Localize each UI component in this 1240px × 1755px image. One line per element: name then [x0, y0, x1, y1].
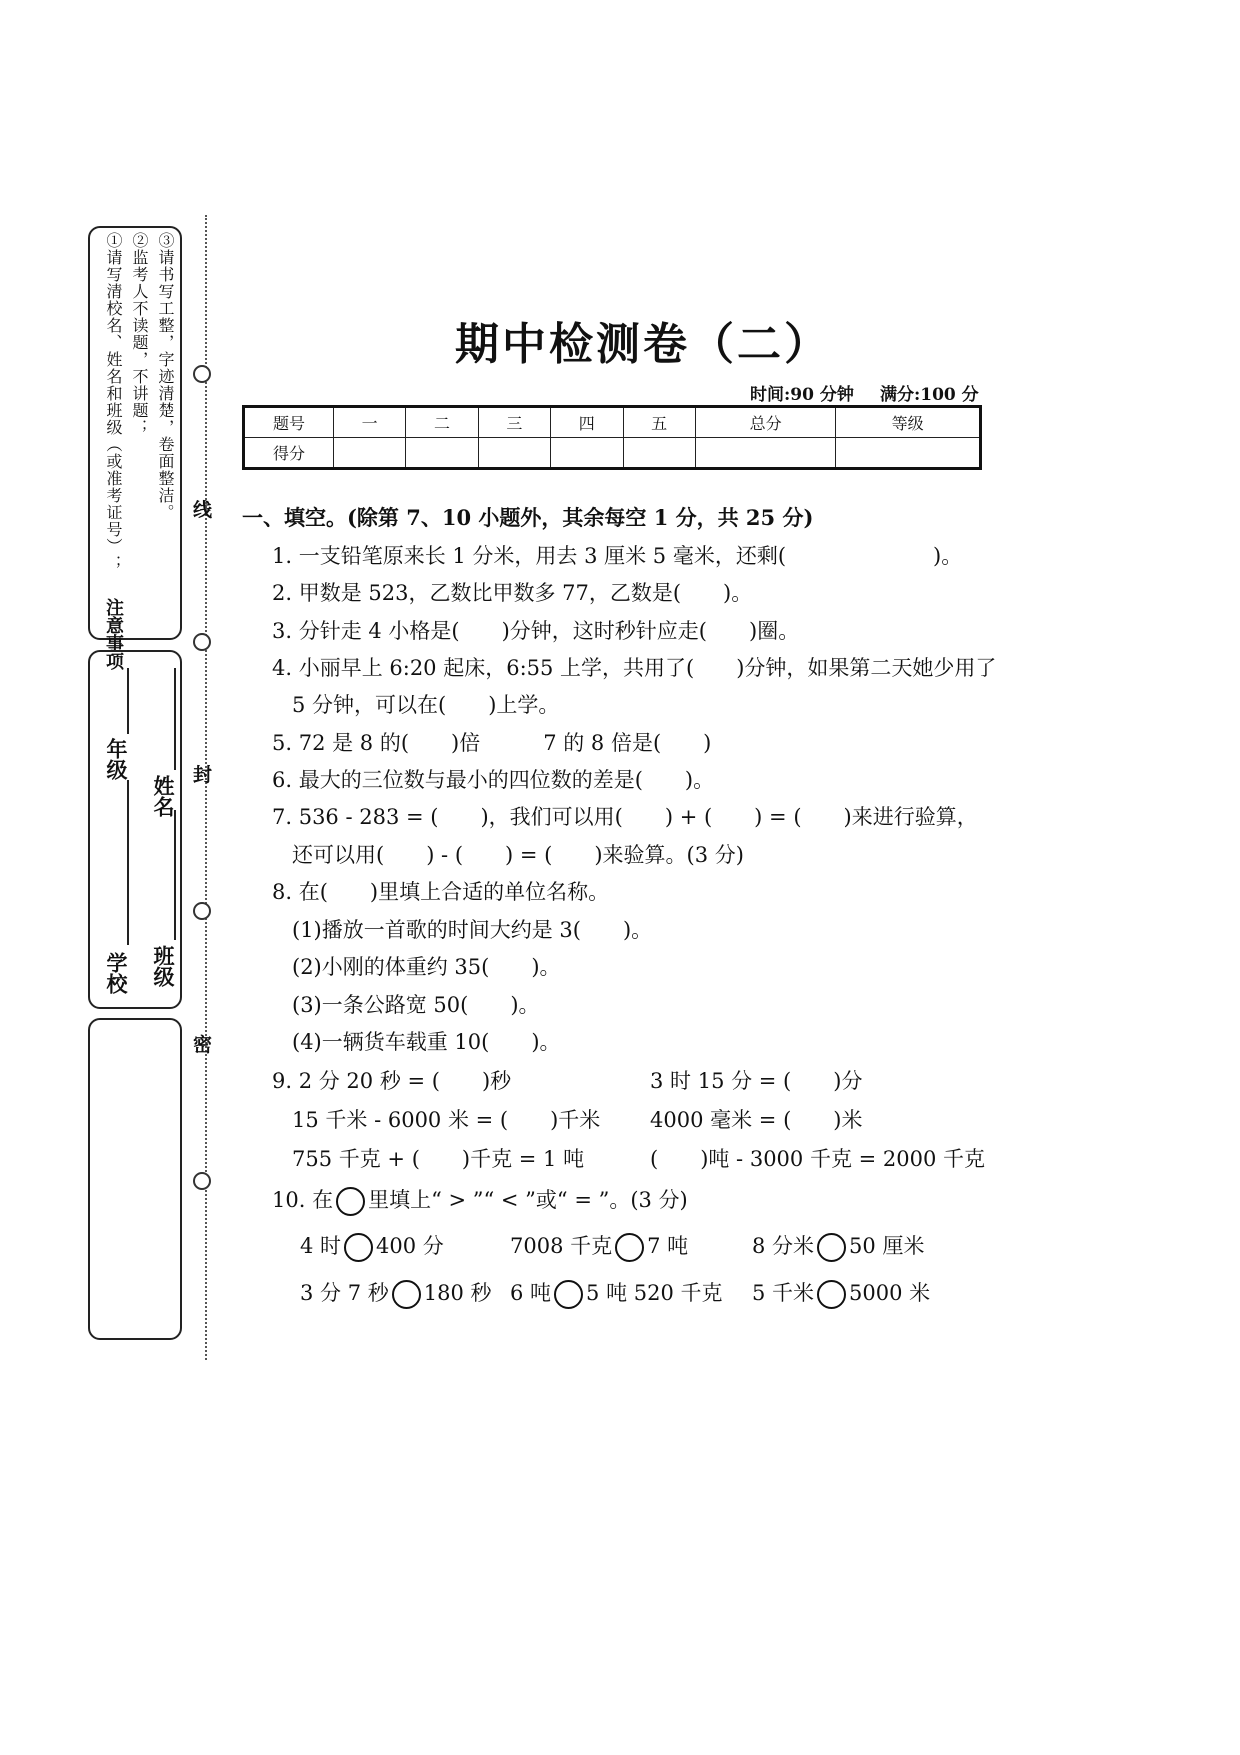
grade-label: 年级: [104, 738, 129, 780]
compare-circle[interactable]: [615, 1233, 644, 1262]
class-label: 班级: [151, 945, 176, 987]
question-line: 2. 甲数是 523，乙数比甲数多 77，乙数是( )。: [272, 581, 753, 605]
q10-suffix: 里填上“ > ”“ < ”或“ = ”。(3 分): [368, 1188, 688, 1212]
compare-item: [510, 1277, 723, 1309]
compare-right: 50 厘米: [849, 1234, 925, 1258]
conversion-item: ( )吨 - 3000 千克 = 2000 千克: [650, 1147, 986, 1171]
question-line: 5 分钟，可以在( )上学。: [292, 693, 560, 717]
conversion-item: 4000 毫米 = ( )米: [650, 1108, 863, 1132]
question-line: 8. 在( )里填上合适的单位名称。: [272, 880, 610, 904]
table-cell: 题号: [244, 407, 334, 438]
school-field[interactable]: [127, 780, 129, 945]
score-input-cell[interactable]: [334, 438, 406, 469]
name-field[interactable]: [174, 668, 176, 770]
question-line: [272, 1184, 688, 1216]
table-row: [244, 438, 981, 469]
binding-mark-line: 线: [193, 499, 213, 521]
question-line: (3)一条公路宽 50( )。: [292, 993, 540, 1017]
score-input-cell[interactable]: [836, 438, 981, 469]
class-field[interactable]: [174, 810, 176, 940]
table-cell: 得分: [244, 438, 334, 469]
exam-time: 时间:90 分钟: [750, 385, 854, 405]
question-line: (4)一辆货车载重 10( )。: [292, 1030, 561, 1054]
question-line: 还可以用( ) - ( ) = ( )来验算。(3 分): [292, 843, 744, 867]
question-line: 6. 最大的三位数与最小的四位数的差是( )。: [272, 768, 715, 792]
question-line: 7. 536 - 283 = ( )，我们可以用( ) + ( ) = ( )来进行验算，: [272, 805, 978, 829]
compare-item: [300, 1230, 444, 1262]
question-line: (1)播放一首歌的时间大约是 3( )。: [292, 918, 653, 942]
score-input-cell[interactable]: [623, 438, 695, 469]
compare-left: 3 分 7 秒: [300, 1281, 389, 1305]
section-heading: 一、填空。(除第 7、10 小题外，其余每空 1 分，共 25 分): [242, 505, 814, 530]
compare-left: 5 千米: [752, 1281, 815, 1305]
compare-circle[interactable]: [817, 1280, 846, 1309]
question-line: 4. 小丽早上 6:20 起床，6:55 上学，共用了( )分钟，如果第二天她少用了: [272, 656, 997, 680]
conversion-item: 755 千克 + ( )千克 = 1 吨: [292, 1147, 585, 1171]
compare-left: 4 时: [300, 1234, 342, 1258]
table-cell: 三: [478, 407, 550, 438]
notice-heading: 注意事项: [103, 598, 124, 670]
table-cell: 一: [334, 407, 406, 438]
compare-right: 5000 米: [849, 1281, 931, 1305]
table-cell: 五: [623, 407, 695, 438]
table-cell: 总分: [695, 407, 835, 438]
compare-circle[interactable]: [817, 1233, 846, 1262]
table-row: [244, 407, 981, 438]
q10-prefix: 10. 在: [272, 1188, 334, 1212]
compare-right: 400 分: [376, 1234, 444, 1258]
school-label: 学校: [104, 952, 129, 994]
full-score: 满分:100 分: [880, 385, 979, 405]
compare-item: [752, 1277, 930, 1309]
compare-item: [300, 1277, 492, 1309]
score-input-cell[interactable]: [551, 438, 623, 469]
compare-item: [752, 1230, 924, 1262]
binding-hole: [193, 365, 211, 383]
question-line: 5. 72 是 8 的( )倍 7 的 8 倍是( ): [272, 731, 712, 755]
question-line: 3. 分针走 4 小格是( )分钟，这时秒针应走( )圈。: [272, 619, 800, 643]
page-title: 期中检测卷（二）: [455, 319, 831, 370]
score-input-cell[interactable]: [695, 438, 835, 469]
compare-right: 180 秒: [423, 1281, 492, 1305]
table-cell: 四: [551, 407, 623, 438]
compare-circle[interactable]: [392, 1280, 421, 1309]
conversion-item: 9. 2 分 20 秒 = ( )秒: [272, 1069, 512, 1093]
compare-item: [510, 1230, 688, 1262]
question-line: (2)小刚的体重约 35( )。: [292, 955, 561, 979]
binding-hole: [193, 902, 211, 920]
notice-item: ③请书写工整，字迹清楚，卷面整洁。: [156, 232, 175, 521]
conversion-item: 15 千米 - 6000 米 = ( )千米: [292, 1108, 601, 1132]
name-label: 姓名: [151, 775, 176, 817]
score-table: [242, 405, 982, 470]
blank-box: [88, 1018, 182, 1340]
compare-left: 8 分米: [752, 1234, 815, 1258]
score-input-cell[interactable]: [406, 438, 478, 469]
table-cell: 等级: [836, 407, 981, 438]
table-cell: 二: [406, 407, 478, 438]
binding-hole: [193, 633, 211, 651]
compare-left: 6 吨: [510, 1281, 552, 1305]
compare-left: 7008 千克: [510, 1234, 613, 1258]
grade-field[interactable]: [127, 668, 129, 734]
compare-right: 7 吨: [647, 1234, 689, 1258]
score-input-cell[interactable]: [478, 438, 550, 469]
binding-hole: [193, 1172, 211, 1190]
compare-right: 5 吨 520 千克: [586, 1281, 723, 1305]
compare-circle[interactable]: [344, 1233, 373, 1262]
conversion-item: 3 时 15 分 = ( )分: [650, 1069, 863, 1093]
binding-mark-seal: 封: [193, 764, 213, 786]
notice-item: ②监考人不读题，不讲题；: [130, 232, 149, 436]
binding-mark-secret: 密: [193, 1034, 213, 1056]
compare-circle[interactable]: [554, 1280, 583, 1309]
circle-icon: [336, 1187, 365, 1216]
question-line: 1. 一支铅笔原来长 1 分米，用去 3 厘米 5 毫米，还剩( )。: [272, 544, 963, 568]
notice-item: ①请写清校名、姓名和班级（或准考证号）；: [104, 232, 123, 572]
